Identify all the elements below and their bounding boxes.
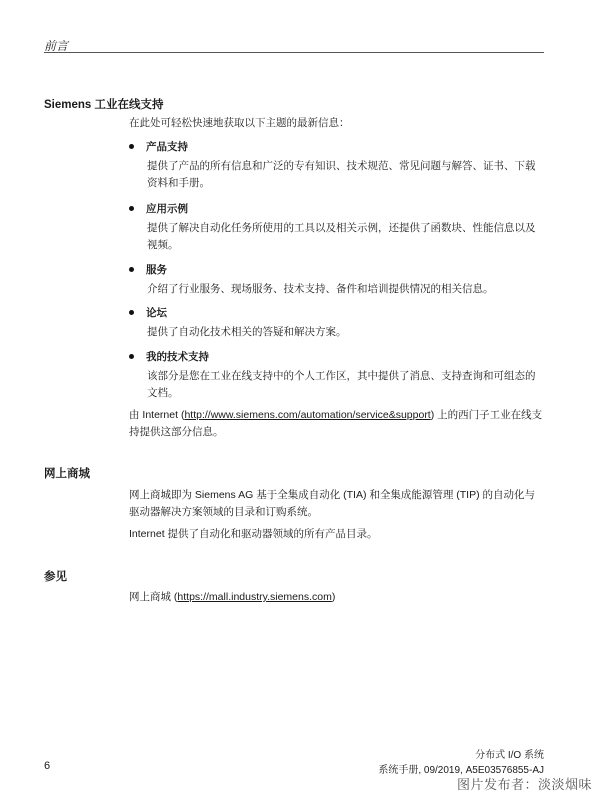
page-number: 6 [44, 760, 51, 772]
bullet-icon [129, 310, 134, 315]
mall-paragraph-1: 网上商城即为 Siemens AG 基于全集成自动化 (TIA) 和全集成能源管理 (TIP) 的自动化与驱动器解决方案领域的目录和订购系统。 [129, 489, 536, 518]
section-title-see-also: 参见 [44, 571, 67, 583]
see-also-suffix: ) [331, 591, 336, 603]
mall-paragraph-2: Internet 提供了自动化和驱动器领域的所有产品目录。 [129, 528, 378, 540]
bullet-desc: 提供了解决自动化任务所使用的工具以及相关示例，还提供了函数块、性能信息以及视频。 [147, 222, 536, 251]
bullet-label: 应用示例 [146, 203, 188, 215]
bullet-icon [129, 267, 134, 272]
bullet-label: 产品支持 [146, 141, 188, 153]
header-title: 前言 [44, 39, 69, 53]
footer-manual-info: 系统手册, 09/2019, A5E03576855-AJ [378, 765, 544, 776]
see-also-line [129, 589, 544, 606]
header-rule [44, 52, 544, 53]
bullet-desc: 介绍了行业服务、现场服务、技术支持、备件和培训提供情况的相关信息。 [147, 283, 494, 295]
bullet-icon [129, 206, 134, 211]
mall-link[interactable]: https://mall.industry.siemens.com [177, 591, 332, 603]
bullet-item-services [129, 262, 544, 277]
section-title-online-mall: 网上商城 [44, 468, 90, 480]
watermark: 图片发布者：淡淡烟味 [456, 778, 592, 793]
outro-prefix: 由 Internet ( [129, 409, 185, 421]
see-also-prefix: 网上商城 ( [129, 591, 178, 603]
bullet-item-application-examples [129, 201, 544, 216]
section-intro: 在此处可轻松快速地获取以下主题的最新信息： [129, 117, 350, 129]
bullet-item-my-support [129, 349, 544, 364]
bullet-label: 论坛 [146, 307, 167, 319]
support-link[interactable]: http://www.siemens.com/automation/service&support [184, 409, 431, 421]
bullet-desc: 该部分是您在工业在线支持中的个人工作区，其中提供了消息、支持查询和可组态的文档。 [147, 370, 536, 399]
bullet-desc: 提供了产品的所有信息和广泛的专有知识、技术规范、常见问题与解答、证书、下载资料和手册。 [147, 160, 536, 189]
bullet-label: 服务 [146, 264, 167, 276]
bullet-label: 我的技术支持 [146, 351, 209, 363]
bullet-icon [129, 354, 134, 359]
outro-suffix: ) 上的西门子工业在线支持提供这部分信息。 [129, 409, 543, 438]
section-outro [129, 407, 544, 441]
section-title-online-support: Siemens 工业在线支持 [44, 99, 164, 111]
bullet-item-forum [129, 305, 544, 320]
bullet-desc: 提供了自动化技术相关的答疑和解决方案。 [147, 326, 347, 338]
bullet-icon [129, 144, 134, 149]
bullet-item-product-support [129, 139, 544, 154]
footer-product-name: 分布式 I/O 系统 [475, 750, 544, 761]
